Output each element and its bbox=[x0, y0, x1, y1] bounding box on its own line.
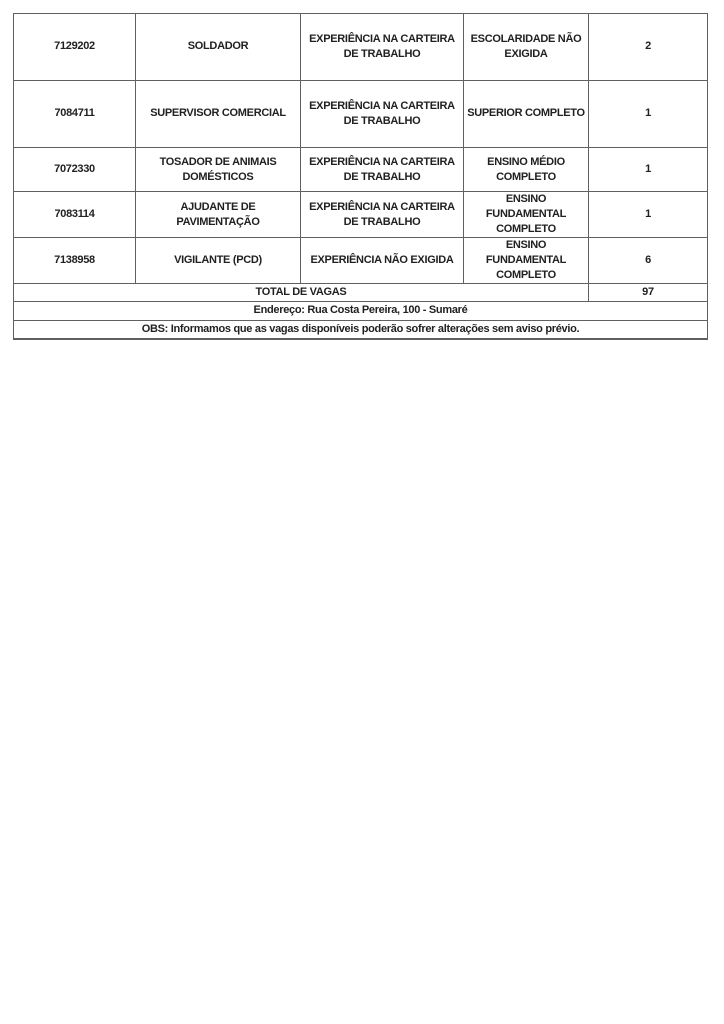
note-cell bbox=[14, 320, 708, 339]
experience-cell bbox=[301, 238, 464, 284]
openings-count: 1 bbox=[645, 207, 651, 220]
openings-cell bbox=[589, 192, 708, 238]
note-row bbox=[14, 320, 708, 339]
occupation-cell bbox=[136, 192, 301, 238]
vacancy-code: 7138958 bbox=[54, 253, 95, 266]
vacancy-code-cell bbox=[14, 14, 136, 81]
education: ENSINO FUNDAMENTAL COMPLETO bbox=[485, 239, 567, 281]
vacancy-code: 7129202 bbox=[54, 40, 95, 53]
openings-count: 1 bbox=[645, 107, 651, 120]
vacancy-code: 7072330 bbox=[54, 162, 95, 175]
occupation: VIGILANTE (PCD) bbox=[174, 253, 262, 266]
education: ESCOLARIDADE NÃO EXIGIDA bbox=[470, 33, 582, 60]
occupation: SUPERVISOR COMERCIAL bbox=[150, 107, 286, 120]
address-text: Endereço: Rua Costa Pereira, 100 - Sumaré bbox=[253, 304, 468, 317]
occupation-cell bbox=[136, 238, 301, 284]
vacancy-code: 7084711 bbox=[54, 107, 95, 120]
address-row bbox=[14, 302, 708, 320]
education-cell bbox=[464, 81, 589, 148]
occupation: AJUDANTE DE PAVIMENTAÇÃO bbox=[176, 200, 260, 228]
experience: EXPERIÊNCIA NA CARTEIRA DE TRABALHO bbox=[309, 33, 455, 60]
table-row bbox=[14, 81, 708, 148]
education-cell bbox=[464, 192, 589, 238]
total-label: TOTAL DE VAGAS bbox=[255, 286, 347, 298]
openings-count: 1 bbox=[645, 162, 651, 175]
openings-cell bbox=[589, 238, 708, 284]
experience: EXPERIÊNCIA NÃO EXIGIDA bbox=[310, 253, 454, 266]
table-row bbox=[14, 238, 708, 284]
openings-count: 6 bbox=[645, 253, 651, 266]
experience: EXPERIÊNCIA NA CARTEIRA DE TRABALHO bbox=[309, 100, 455, 127]
education-cell bbox=[464, 238, 589, 284]
openings-count: 2 bbox=[645, 40, 651, 53]
table-row bbox=[14, 148, 708, 192]
total-row bbox=[14, 284, 708, 302]
note-text: OBS: Informamos que as vagas disponíveis poderão sofrer alterações sem aviso prévio. bbox=[141, 322, 580, 335]
vacancy-code-cell bbox=[14, 192, 136, 238]
experience-cell bbox=[301, 81, 464, 148]
total-value: 97 bbox=[642, 286, 654, 298]
occupation-cell bbox=[136, 81, 301, 148]
occupation-cell bbox=[136, 148, 301, 192]
openings-cell bbox=[589, 14, 708, 81]
total-label-cell bbox=[14, 284, 589, 302]
education-cell bbox=[464, 148, 589, 192]
total-value-cell bbox=[589, 284, 708, 302]
education: ENSINO MÉDIO COMPLETO bbox=[487, 155, 565, 183]
vacancy-code-cell bbox=[14, 148, 136, 192]
table-row bbox=[14, 14, 708, 81]
experience-cell bbox=[301, 148, 464, 192]
occupation: SOLDADOR bbox=[187, 40, 249, 53]
occupation-cell bbox=[136, 14, 301, 81]
table-row bbox=[14, 192, 708, 238]
vacancy-code-cell bbox=[14, 238, 136, 284]
vacancies-table bbox=[13, 13, 708, 340]
occupation: TOSADOR DE ANIMAIS DOMÉSTICOS bbox=[159, 155, 277, 183]
experience: EXPERIÊNCIA NA CARTEIRA DE TRABALHO bbox=[309, 155, 455, 183]
experience-cell bbox=[301, 14, 464, 81]
education: ENSINO FUNDAMENTAL COMPLETO bbox=[485, 193, 567, 235]
openings-cell bbox=[589, 148, 708, 192]
experience: EXPERIÊNCIA NA CARTEIRA DE TRABALHO bbox=[309, 200, 455, 228]
openings-cell bbox=[589, 81, 708, 148]
address-cell bbox=[14, 302, 708, 320]
experience-cell bbox=[301, 192, 464, 238]
education: SUPERIOR COMPLETO bbox=[467, 107, 585, 120]
vacancy-code: 7083114 bbox=[54, 207, 95, 220]
education-cell bbox=[464, 14, 589, 81]
vacancy-code-cell bbox=[14, 81, 136, 148]
